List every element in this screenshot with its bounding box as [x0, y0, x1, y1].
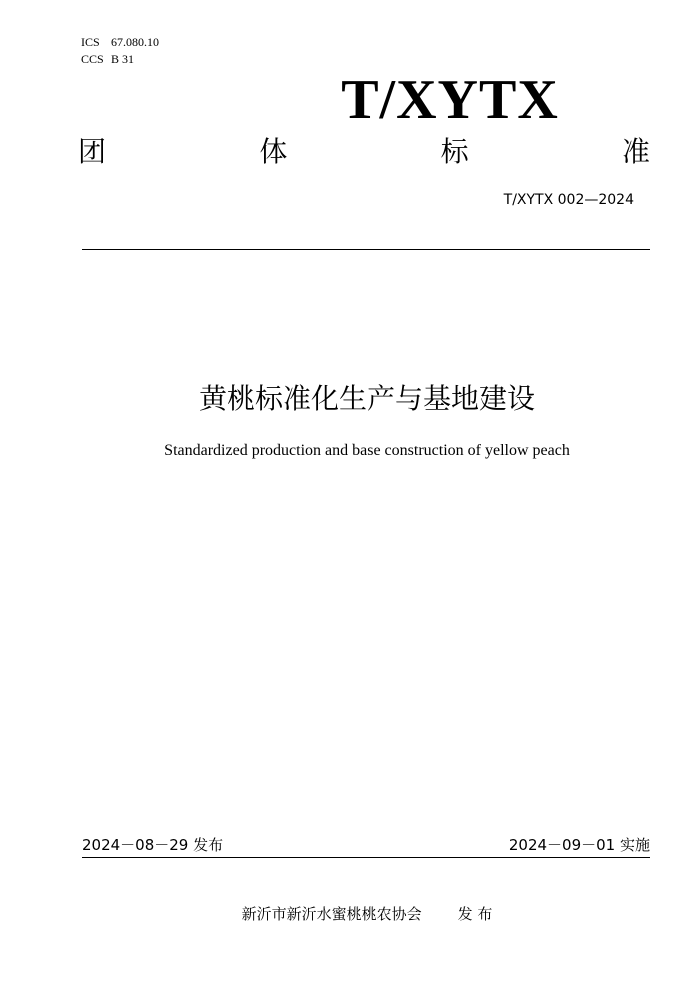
publisher-name: 新沂市新沂水蜜桃桃农协会	[241, 905, 422, 923]
standard-code: T/XYTX 002—2024	[503, 192, 634, 208]
standard-type-char: 标	[440, 135, 469, 168]
ccs-row	[81, 51, 159, 68]
standard-type-heading	[78, 134, 650, 170]
ccs-value: B 31	[111, 52, 135, 66]
standard-type-char: 团	[78, 135, 107, 168]
ics-row	[81, 34, 159, 51]
classification-block	[81, 34, 159, 68]
document-title-english: Standardized production and base construction of yellow peach	[164, 442, 570, 459]
publish-date: 2024－08－29 发布	[82, 836, 224, 854]
standard-type-char: 体	[259, 135, 288, 168]
ccs-label: CCS	[81, 52, 104, 66]
ics-value: 67.080.10	[111, 35, 159, 49]
ics-label: ICS	[81, 35, 100, 49]
standard-logo: T/XYTX	[341, 69, 559, 131]
standard-type-char: 准	[621, 135, 650, 168]
bottom-divider	[82, 857, 650, 858]
publisher-action: 发 布	[457, 905, 493, 923]
document-title-chinese: 黄桃标准化生产与基地建设	[198, 382, 535, 415]
publisher-line	[0, 904, 700, 924]
implement-date: 2024－09－01 实施	[508, 836, 650, 854]
top-divider	[82, 249, 650, 250]
